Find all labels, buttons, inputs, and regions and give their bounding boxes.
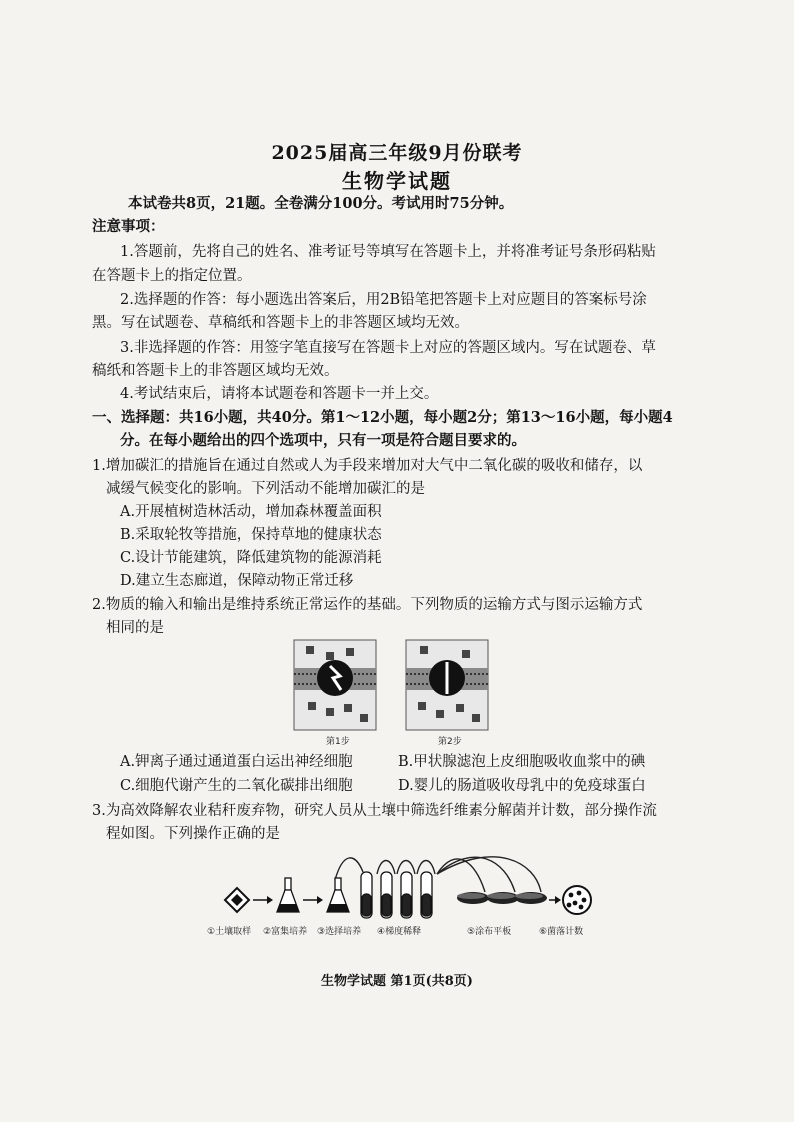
step-6-caption: ⑥菌落计数 [539,927,584,937]
q1-option-d: D.建立生态廊道，保障动物正常迁移 [120,573,354,589]
transport-step-2-panel [406,640,488,730]
step-5-caption: ⑤涂布平板 [467,927,512,937]
section-1-line-1: 一、选择题：共16小题，共40分。第1～12小题，每小题2分；第13～16小题，每小题4 [92,409,673,426]
q1-stem-line-2: 减缓气候变化的影响。下列活动不能增加碳汇的是 [106,481,425,497]
selection-flask-icon [327,878,349,912]
step-3-caption: ③选择培养 [317,927,362,937]
exam-title: 2025届高三年级9月份联考 [271,142,523,164]
section-1-line-2: 分。在每小题给出的四个选项中，只有一项是符合题目要求的。 [120,432,526,449]
page-footer: 生物学试题 第1页(共8页) [321,974,473,989]
note-2-line-2: 黑。写在试题卷、草稿纸和答题卡上的非答题区域均无效。 [92,315,469,331]
q1-option-a: A.开展植树造林活动，增加森林覆盖面积 [120,504,382,520]
note-1-line-2: 在答题卡上的指定位置。 [92,268,252,284]
q2-stem-line-2: 相同的是 [106,620,164,636]
q1-stem-line-1: 1.增加碳汇的措施旨在通过自然或人为手段来增加对大气中二氧化碳的吸收和储存，以 [92,458,643,474]
q1-option-b: B.采取轮牧等措施，保持草地的健康状态 [120,527,382,543]
step-1-caption: ①土壤取样 [207,927,252,937]
q2-option-a: A.钾离子通过通道蛋白运出神经细胞 [120,754,353,770]
note-2-line-1: 2.选择题的作答：每小题选出答案后，用2B铅笔把答题卡上对应题目的答案标号涂 [120,292,647,308]
fig-label-step-2: 第2步 [438,737,462,747]
note-1-line-1: 1.答题前，先将自己的姓名、准考证号等填写在答题卡上，并将准考证号条形码粘贴 [120,244,656,260]
note-4: 4.考试结束后，请将本试题卷和答题卡一并上交。 [120,386,439,402]
soil-sample-icon [225,888,249,912]
enrichment-flask-icon [277,878,299,912]
subject-title: 生物学试题 [342,169,452,193]
step-2-caption: ②富集培养 [263,927,308,937]
q1-option-c: C.设计节能建筑，降低建筑物的能源消耗 [120,550,382,566]
step-4-caption: ④梯度稀释 [377,927,422,937]
dilution-tubes [361,872,432,918]
plates [457,892,547,904]
note-3-line-2: 稿纸和答题卡上的非答题区域均无效。 [92,363,339,379]
note-3-line-1: 3.非选择题的作答：用签字笔直接写在答题卡上对应的答题区域内。写在试题卷、草 [120,340,656,356]
transport-figure [286,638,506,750]
q2-option-b: B.甲状腺滤泡上皮细胞吸收血浆中的碘 [398,754,646,770]
q3-stem-line-1: 3.为高效降解农业秸秆废弃物，研究人员从土壤中筛选纤维素分解菌并计数，部分操作流 [92,803,657,819]
q2-option-d: D.婴儿的肠道吸收母乳中的免疫球蛋白 [398,778,646,794]
fig-label-step-1: 第1步 [326,737,350,747]
procedure-figure [205,850,595,940]
exam-info: 本试卷共8页，21题。全卷满分100分。考试用时75分钟。 [128,195,514,212]
transport-step-1-panel [294,640,376,730]
q2-stem-line-1: 2.物质的输入和输出是维持系统正常运作的基础。下列物质的运输方式与图示运输方式 [92,597,643,613]
notes-heading: 注意事项： [92,218,165,235]
q3-stem-line-2: 程如图。下列操作正确的是 [106,826,280,842]
q2-option-c: C.细胞代谢产生的二氧化碳排出细胞 [120,778,353,794]
colony-plate-icon [563,886,591,914]
